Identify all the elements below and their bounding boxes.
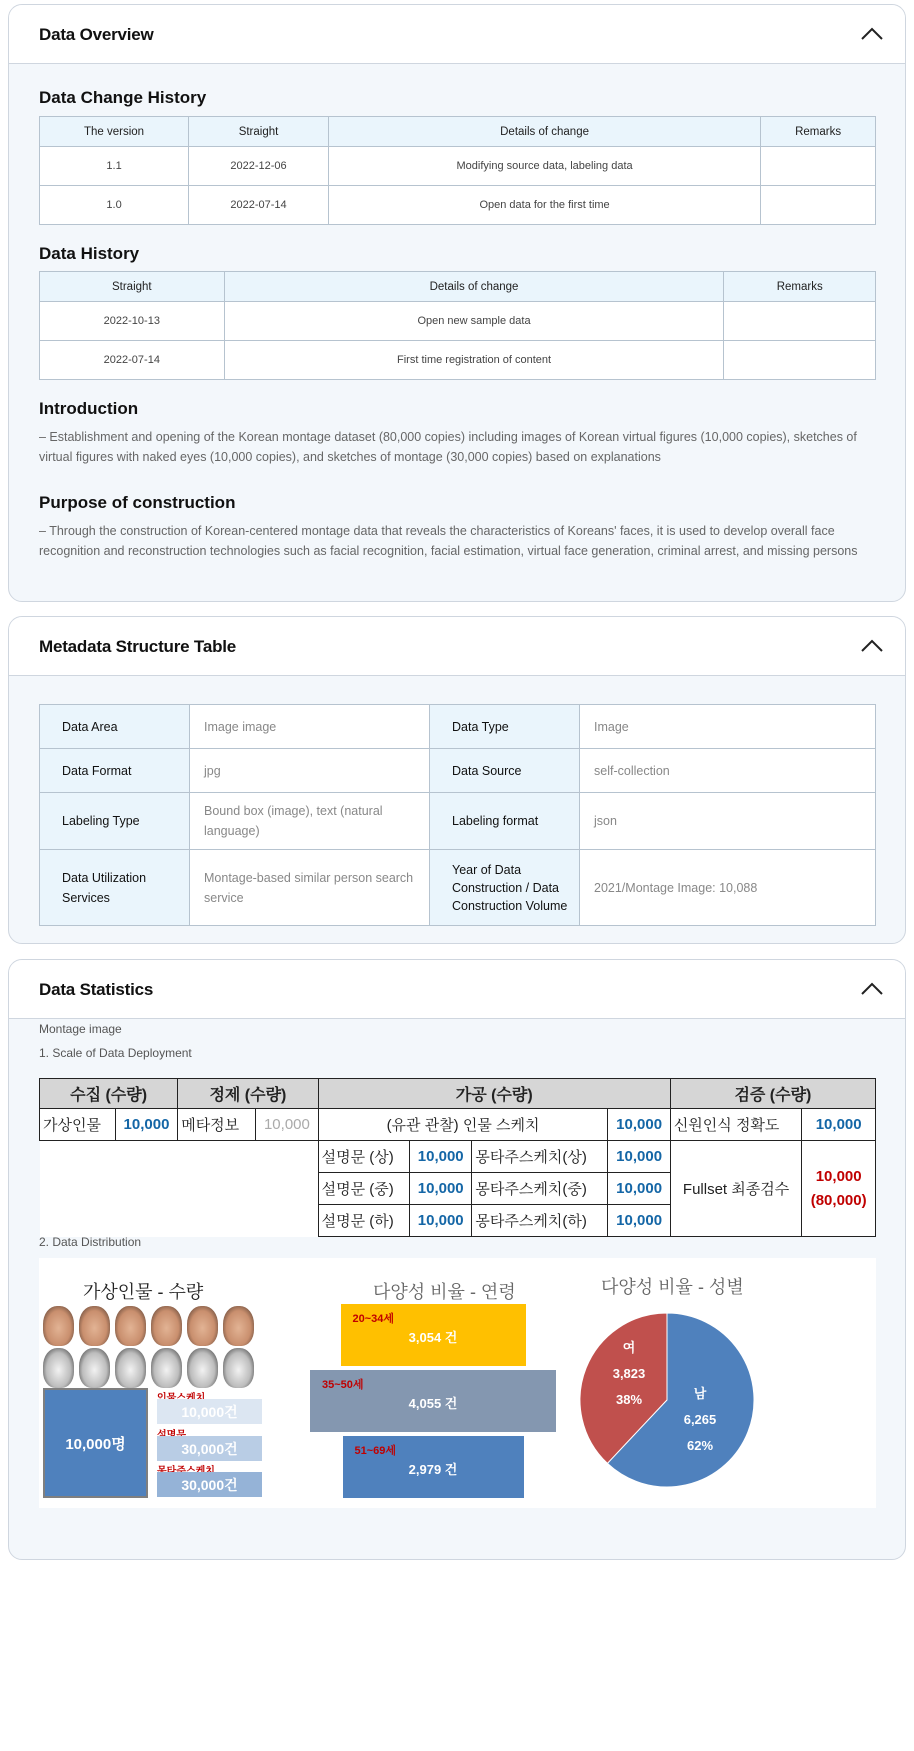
deployment-scale-table: [39, 1078, 876, 1237]
cell: 2022-12-06: [189, 147, 329, 186]
meta-value: jpg: [190, 749, 430, 793]
blank-cell: [40, 1141, 319, 1237]
column-header: 수집 (수량): [40, 1079, 178, 1109]
cell: 10,000: [802, 1109, 876, 1141]
virtual-title: 가상인물 - 수량: [83, 1282, 204, 1302]
female-count: 3,823: [612, 1366, 646, 1381]
female-pct: 38%: [615, 1392, 643, 1407]
cell: Modifying source data, labeling data: [328, 147, 760, 186]
cell: [724, 302, 876, 341]
cell: Open data for the first time: [328, 186, 760, 225]
cell: 2022-07-14: [189, 186, 329, 225]
age-range-label: 51~69세: [354, 1445, 397, 1457]
cell: 10,000: [410, 1205, 472, 1237]
face-thumbnail: [151, 1306, 182, 1346]
table-row: [40, 341, 876, 380]
column-header: Details of change: [328, 117, 760, 147]
statistics-header[interactable]: [9, 960, 905, 1019]
metadata-table: [39, 704, 876, 926]
face-thumbnail: [151, 1348, 182, 1388]
cell: 10,000: [256, 1109, 318, 1141]
meta-key: Labeling format: [430, 793, 580, 850]
female-label: 여: [622, 1340, 636, 1355]
age-bar: [341, 1304, 526, 1366]
face-thumbnail: [223, 1348, 254, 1388]
age-count-label: 4,055 건: [408, 1396, 458, 1411]
meta-key: Data Source: [430, 749, 580, 793]
cell: [761, 147, 876, 186]
metadata-panel: [8, 616, 906, 944]
face-thumbnail: [115, 1306, 146, 1346]
cell: 10,000: [410, 1141, 472, 1173]
table-row: [40, 1141, 876, 1173]
cell: 2022-10-13: [40, 302, 225, 341]
cell: 몽타주스케치(중): [472, 1173, 608, 1205]
cell: 10,000: [608, 1173, 670, 1205]
data-overview-panel: [8, 4, 906, 602]
fullset-total: (80,000): [810, 1191, 867, 1209]
meta-value: Image: [580, 705, 876, 749]
introduction-title: Introduction: [39, 399, 139, 418]
column-header: 가공 (수량): [318, 1079, 670, 1109]
data-history-table: [39, 271, 876, 380]
fullset-value: 10,000: [815, 1167, 862, 1185]
age-range-label: 20~34세: [352, 1313, 395, 1325]
meta-value: self-collection: [580, 749, 876, 793]
cell: 설명문 (상): [318, 1141, 409, 1173]
column-header: Details of change: [224, 272, 724, 302]
cell: 10,000: [410, 1173, 472, 1205]
table-row: [40, 793, 876, 850]
column-header: Remarks: [724, 272, 876, 302]
age-bar: [343, 1436, 524, 1498]
chevron-up-icon[interactable]: [859, 23, 885, 45]
sketch-value-box: 30,000건: [157, 1436, 262, 1461]
face-thumbnail: [43, 1348, 74, 1388]
metadata-header[interactable]: [9, 617, 905, 676]
age-title: 다양성 비율 - 연령: [373, 1282, 516, 1302]
cell: 몽타주스케치(하): [472, 1205, 608, 1237]
table-row: [40, 705, 876, 749]
cell: 10,000: [608, 1205, 670, 1237]
cell: 설명문 (하): [318, 1205, 409, 1237]
chevron-up-icon[interactable]: [859, 978, 885, 1000]
cell: (유관 관찰) 인물 스케치: [318, 1109, 608, 1141]
change-history-title: Data Change History: [39, 88, 207, 107]
cell: Open new sample data: [224, 302, 724, 341]
face-thumbnail: [187, 1348, 218, 1388]
meta-key: Data Utilization Services: [40, 850, 190, 926]
cell: 10,000: [608, 1141, 670, 1173]
cell: 몽타주스케치(상): [472, 1141, 608, 1173]
cell: [802, 1141, 876, 1237]
table-row: [40, 1109, 876, 1141]
cell: [761, 186, 876, 225]
age-count-label: 3,054 건: [408, 1330, 458, 1345]
column-header: 정제 (수량): [178, 1079, 318, 1109]
cell: 1.1: [40, 147, 189, 186]
data-history-title: Data History: [39, 244, 140, 263]
column-header: Straight: [189, 117, 329, 147]
virtual-count-box: 10,000명: [43, 1388, 148, 1498]
meta-key: Labeling Type: [40, 793, 190, 850]
cell: 신원인식 정확도: [670, 1109, 802, 1141]
gender-pie-chart: [577, 1300, 757, 1500]
table-row: [40, 186, 876, 225]
purpose-text: – Through the construction of Korean-centered montage data that reveals the characteristics of Koreans' faces, it is used to develop overall face recognition and reconstruction technologies such as facial recognition, facial estimation, virtual face generation, criminal arrest, and missing persons: [39, 524, 858, 558]
age-bar: [310, 1370, 556, 1432]
chevron-up-icon[interactable]: [859, 635, 885, 657]
male-pct: 62%: [686, 1438, 714, 1453]
statistics-title: Data Statistics: [39, 980, 154, 999]
data-overview-header[interactable]: [9, 5, 905, 64]
statistics-subtitle: Montage image: [39, 1022, 122, 1036]
gender-title: 다양성 비율 - 성별: [601, 1277, 744, 1297]
age-range-label: 35~50세: [322, 1379, 364, 1391]
face-thumbnail: [223, 1306, 254, 1346]
table-row: [40, 749, 876, 793]
meta-key: Data Format: [40, 749, 190, 793]
table-row: [40, 302, 876, 341]
cell: [724, 341, 876, 380]
meta-key: Data Area: [40, 705, 190, 749]
metadata-title: Metadata Structure Table: [39, 637, 237, 656]
male-count: 6,265: [683, 1412, 717, 1427]
face-thumbnail: [43, 1306, 74, 1346]
cell: 메타정보: [178, 1109, 256, 1141]
meta-value: Bound box (image), text (natural language): [190, 793, 430, 850]
table-row: [40, 147, 876, 186]
meta-value: Image image: [190, 705, 430, 749]
meta-key: Data Type: [430, 705, 580, 749]
cell: Fullset 최종검수: [670, 1141, 802, 1237]
meta-key: Year of Data Construction / Data Construction Volume: [430, 850, 580, 926]
cell: 설명문 (중): [318, 1173, 409, 1205]
cell: 10,000: [608, 1109, 670, 1141]
statistics-panel: [8, 959, 906, 1560]
table-row: [40, 850, 876, 926]
distribution-label: 2. Data Distribution: [39, 1235, 142, 1249]
change-history-table: [39, 116, 876, 225]
cell: 1.0: [40, 186, 189, 225]
face-thumbnail: [79, 1348, 110, 1388]
cell: 10,000: [115, 1109, 177, 1141]
face-thumbnail: [79, 1306, 110, 1346]
column-header: The version: [40, 117, 189, 147]
sketch-value-box: 10,000건: [157, 1399, 262, 1424]
meta-value: json: [580, 793, 876, 850]
meta-value: 2021/Montage Image: 10,088: [580, 850, 876, 926]
column-header: 검증 (수량): [670, 1079, 875, 1109]
cell: 2022-07-14: [40, 341, 225, 380]
cell: First time registration of content: [224, 341, 724, 380]
scale-label: 1. Scale of Data Deployment: [39, 1046, 192, 1060]
age-count-label: 2,979 건: [408, 1462, 458, 1477]
male-label: 남: [693, 1386, 707, 1401]
face-thumbnail: [187, 1306, 218, 1346]
table-header-row: [40, 1079, 876, 1109]
purpose-title: Purpose of construction: [39, 493, 236, 512]
data-overview-title: Data Overview: [39, 25, 154, 44]
table-header-row: [40, 117, 876, 147]
column-header: Straight: [40, 272, 225, 302]
sketch-value-box: 30,000건: [157, 1472, 262, 1497]
face-thumbnail: [115, 1348, 146, 1388]
column-header: Remarks: [761, 117, 876, 147]
data-distribution-figure: [39, 1258, 876, 1508]
table-header-row: [40, 272, 876, 302]
introduction-text: – Establishment and opening of the Korean montage dataset (80,000 copies) including images of Korean virtual figures (10,000 copies), sketches of virtual figures with naked eyes (10,000 copies), and sketches of montage (30,000 copies) based on explanations: [39, 430, 857, 464]
meta-value: Montage-based similar person search service: [190, 850, 430, 926]
cell: 가상인물: [40, 1109, 116, 1141]
